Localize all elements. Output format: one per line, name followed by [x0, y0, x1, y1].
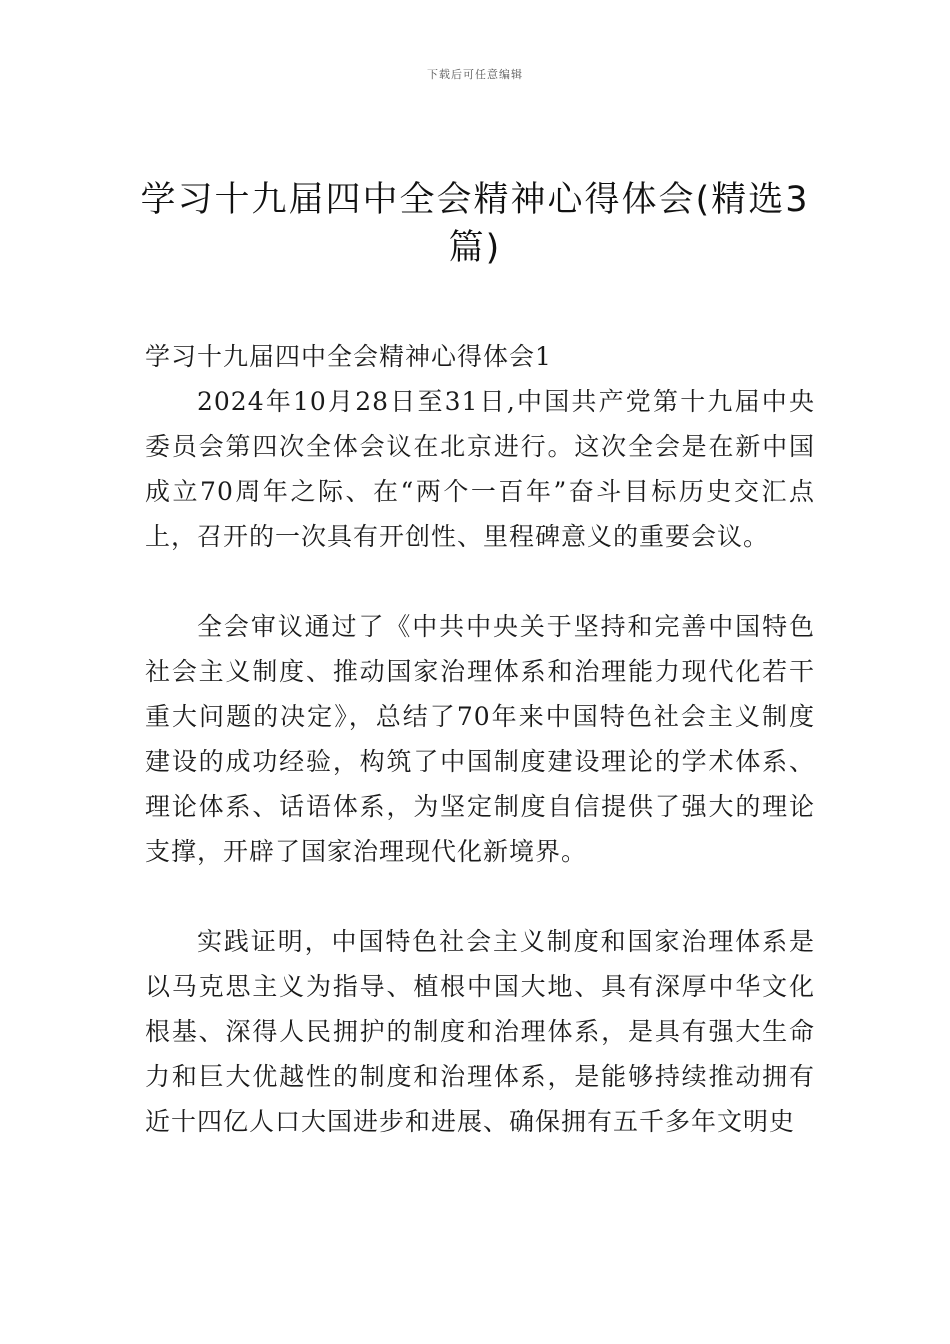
header-note: 下载后可任意编辑 — [427, 68, 523, 81]
section-heading: 学习十九届四中全会精神心得体会1 — [145, 342, 552, 371]
paragraph-1: 2024年10月28日至31日,中国共产党第十九届中央委员会第四次全体会议在北京进行。这次全会是在新中国成立70周年之际、在“两个一百年”奋斗目标历史交汇点上，召开的一次具有开创性、里程碑意义的重要会议。 — [145, 387, 815, 551]
paragraph-2: 全会审议通过了《中共中央关于坚持和完善中国特色社会主义制度、推动国家治理体系和治理能力现代化若干重大问题的决定》，总结了70年来中国特色社会主义制度建设的成功经验，构筑了中国制度建设理论的学术体系、理论体系、话语体系，为坚定制度自信提供了强大的理论支撑，开辟了国家治理现代化新境界。 — [145, 612, 815, 866]
document-body — [145, 334, 815, 1144]
paragraph-3: 实践证明，中国特色社会主义制度和国家治理体系是以马克思主义为指导、植根中国大地、具有深厚中华文化根基、深得人民拥护的制度和治理体系，是具有强大生命力和巨大优越性的制度和治理体系，是能够持续推动拥有近十四亿人口大国进步和进展、确保拥有五千多年文明史 — [145, 927, 815, 1136]
paragraph-spacer — [145, 874, 815, 919]
document-title: 学习十九届四中全会精神心得体会(精选3篇) — [140, 180, 810, 268]
paragraph-spacer — [145, 559, 815, 604]
